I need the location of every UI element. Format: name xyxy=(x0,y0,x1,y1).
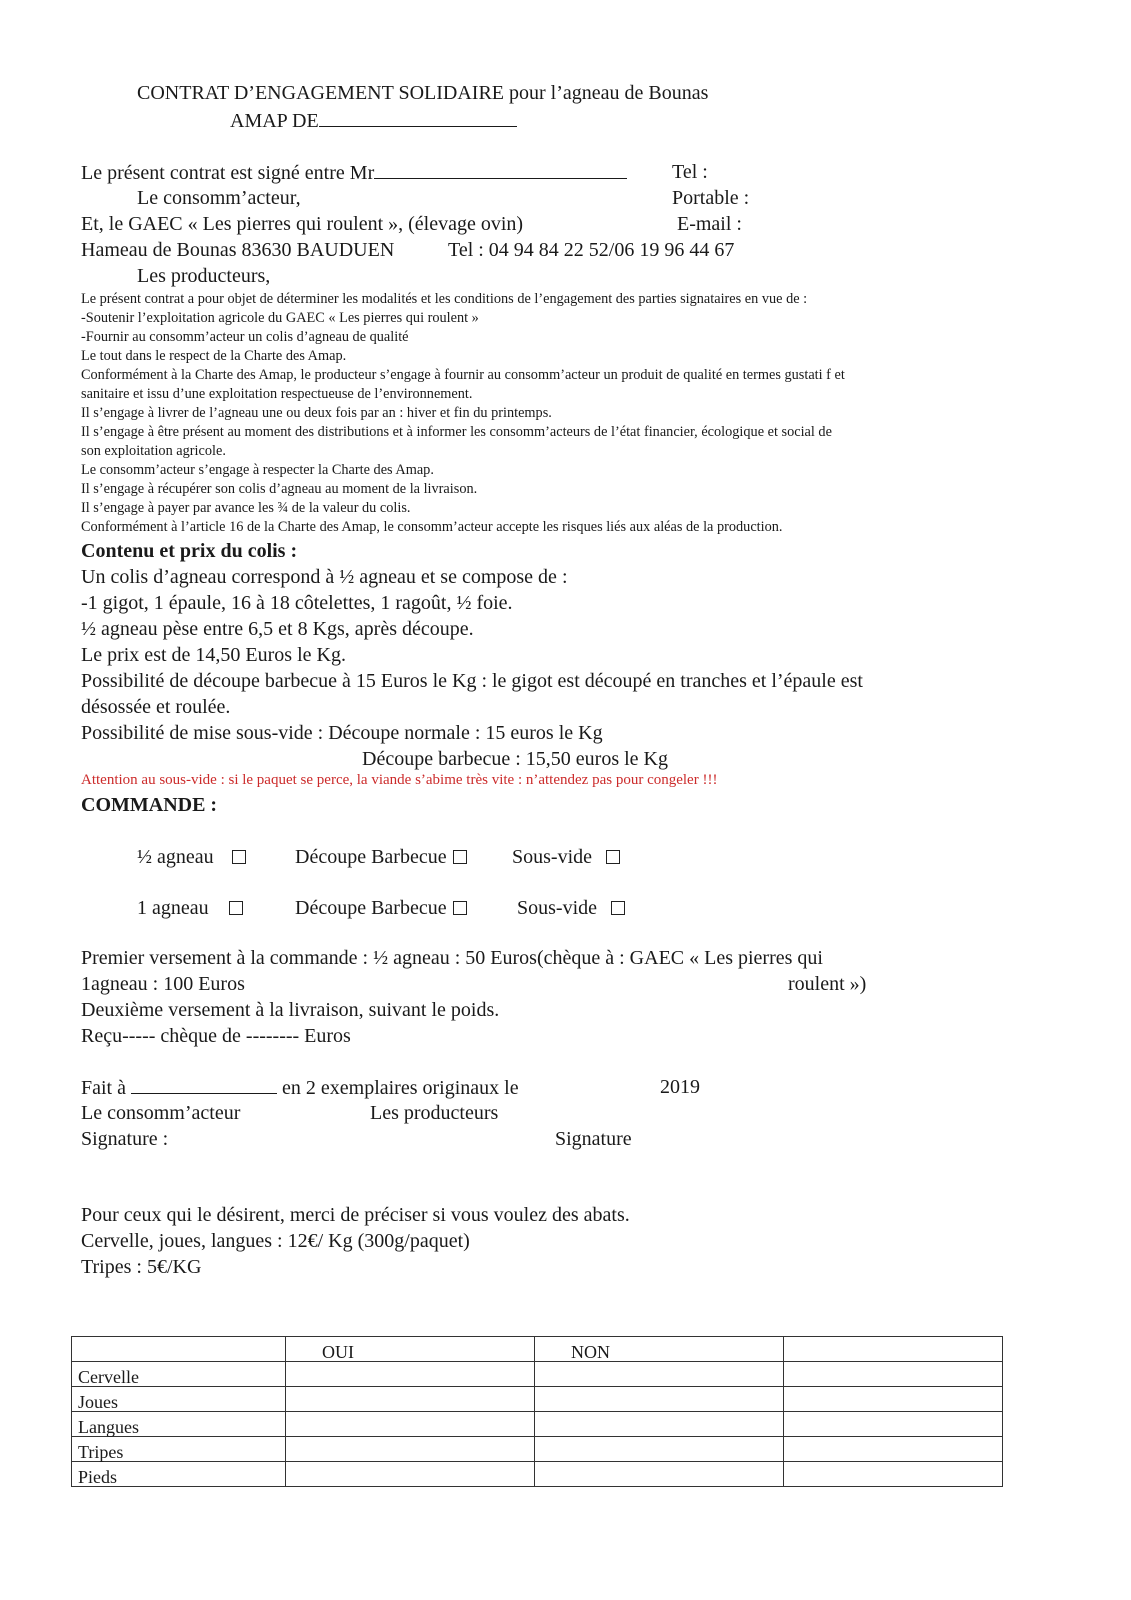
terms-line: Il s’engage à récupérer son colis d’agneau au moment de la livraison. xyxy=(81,481,478,497)
half-sousvide-option[interactable] xyxy=(512,847,620,867)
terms-line: Il s’engage à payer par avance les ¾ de la valeur du colis. xyxy=(81,500,411,516)
row-label: Langues xyxy=(72,1412,286,1437)
table-row xyxy=(72,1412,1003,1437)
extra-cell[interactable] xyxy=(784,1362,1003,1387)
non-cell[interactable] xyxy=(535,1387,784,1412)
amap-blank[interactable] xyxy=(319,110,517,127)
mr-blank[interactable] xyxy=(374,162,627,179)
extra-cell[interactable] xyxy=(784,1462,1003,1487)
address-line: Hameau de Bounas 83630 BAUDUEN xyxy=(81,239,395,261)
half-sousvide-label: Sous-vide xyxy=(512,846,592,868)
row-label: Joues xyxy=(72,1387,286,1412)
contract-title: CONTRAT D’ENGAGEMENT SOLIDAIRE pour l’agneau de Bounas xyxy=(137,82,709,104)
sig-consommacteur-label: Le consomm’acteur xyxy=(81,1102,241,1124)
abats-price-line: Cervelle, joues, langues : 12€/ Kg (300g/paquet) xyxy=(81,1230,470,1252)
amap-label: AMAP DE xyxy=(230,110,319,132)
phones-line: Tel : 04 94 84 22 52/06 19 96 44 67 xyxy=(448,239,735,261)
oui-cell[interactable] xyxy=(286,1462,535,1487)
terms-line: son exploitation agricole. xyxy=(81,443,226,459)
extra-cell[interactable] xyxy=(784,1387,1003,1412)
row-label: Pieds xyxy=(72,1462,286,1487)
oui-cell[interactable] xyxy=(286,1412,535,1437)
email-label: E-mail : xyxy=(677,213,742,235)
header-oui: OUI xyxy=(286,1337,535,1362)
terms-line: Le présent contrat a pour objet de déterminer les modalités et les conditions de l’engagement des parties signataires en vue de : xyxy=(81,291,808,307)
gaec-line: Et, le GAEC « Les pierres qui roulent », (élevage ovin) xyxy=(81,213,524,235)
half-bbq-label: Découpe Barbecue xyxy=(295,846,447,868)
half-lamb-option[interactable] xyxy=(137,847,246,867)
extra-cell[interactable] xyxy=(784,1437,1003,1462)
sous-vide-warning: Attention au sous-vide : si le paquet se perce, la viande s’abime très vite : n’attendez pas pour congeler !!! xyxy=(81,772,718,788)
oui-cell[interactable] xyxy=(286,1362,535,1387)
whole-sousvide-label: Sous-vide xyxy=(517,897,597,919)
signature-consommacteur: Signature : xyxy=(81,1128,169,1150)
fait-a-line xyxy=(81,1077,519,1098)
abats-table xyxy=(71,1336,1003,1487)
terms-line: sanitaire et issu d’une exploitation respectueuse de l’environnement. xyxy=(81,386,473,402)
extra-cell[interactable] xyxy=(784,1412,1003,1437)
contenu-line: Le prix est de 14,50 Euros le Kg. xyxy=(81,644,346,666)
terms-line: Il s’engage à livrer de l’agneau une ou deux fois par an : hiver et fin du printemps. xyxy=(81,405,552,421)
roulent-continuation: roulent ») xyxy=(788,973,867,995)
fait-label: Fait à xyxy=(81,1077,126,1099)
contenu-line: -1 gigot, 1 épaule, 16 à 18 côtelettes, 1 ragoût, ½ foie. xyxy=(81,592,513,614)
whole-sousvide-checkbox[interactable] xyxy=(611,901,625,915)
header-cell xyxy=(72,1337,286,1362)
table-row xyxy=(72,1362,1003,1387)
whole-bbq-option[interactable] xyxy=(295,898,467,918)
un-agneau-price: 1agneau : 100 Euros xyxy=(81,973,245,995)
half-bbq-option[interactable] xyxy=(295,847,467,867)
terms-line: Il s’engage à être présent au moment des distributions et à informer les consomm’acteurs de l’état financier, écologique et social de xyxy=(81,424,832,440)
table-header-row xyxy=(72,1337,1003,1362)
oui-cell[interactable] xyxy=(286,1387,535,1412)
deuxieme-versement: Deuxième versement à la livraison, suivant le poids. xyxy=(81,999,500,1021)
terms-line: Le consomm’acteur s’engage à respecter la Charte des Amap. xyxy=(81,462,434,478)
fait-a-blank[interactable] xyxy=(131,1077,277,1094)
half-lamb-checkbox[interactable] xyxy=(232,850,246,864)
signature-producteurs: Signature xyxy=(555,1128,632,1150)
whole-lamb-checkbox[interactable] xyxy=(229,901,243,915)
non-cell[interactable] xyxy=(535,1412,784,1437)
half-bbq-checkbox[interactable] xyxy=(453,850,467,864)
contenu-line: Un colis d’agneau correspond à ½ agneau et se compose de : xyxy=(81,566,568,588)
whole-bbq-label: Découpe Barbecue xyxy=(295,897,447,919)
contenu-line: désossée et roulée. xyxy=(81,696,231,718)
portable-label: Portable : xyxy=(672,187,750,209)
contenu-line: Découpe barbecue : 15,50 euros le Kg xyxy=(362,748,668,770)
non-cell[interactable] xyxy=(535,1362,784,1387)
row-label: Cervelle xyxy=(72,1362,286,1387)
amap-line xyxy=(230,110,517,131)
exemplaires-label: en 2 exemplaires originaux le xyxy=(282,1077,519,1099)
contenu-line: Possibilité de mise sous-vide : Découpe normale : 15 euros le Kg xyxy=(81,722,603,744)
non-cell[interactable] xyxy=(535,1462,784,1487)
half-lamb-label: ½ agneau xyxy=(137,846,214,868)
header-cell xyxy=(784,1337,1003,1362)
whole-lamb-option[interactable] xyxy=(137,898,243,918)
table-row xyxy=(72,1437,1003,1462)
whole-sousvide-option[interactable] xyxy=(517,898,625,918)
oui-cell[interactable] xyxy=(286,1437,535,1462)
terms-line: Conformément à la Charte des Amap, le producteur s’engage à fournir au consomm’acteur un produit de qualité en termes gustati f et xyxy=(81,367,845,383)
producteurs-label: Les producteurs, xyxy=(137,265,271,287)
half-sousvide-checkbox[interactable] xyxy=(606,850,620,864)
whole-lamb-label: 1 agneau xyxy=(137,897,209,919)
contenu-heading: Contenu et prix du colis : xyxy=(81,540,298,562)
abats-intro: Pour ceux qui le désirent, merci de préciser si vous voulez des abats. xyxy=(81,1204,630,1226)
contenu-line: ½ agneau pèse entre 6,5 et 8 Kgs, après découpe. xyxy=(81,618,474,640)
contract-parties-line xyxy=(81,162,627,183)
tel-label: Tel : xyxy=(672,161,708,183)
terms-line: -Fournir au consomm’acteur un colis d’agneau de qualité xyxy=(81,329,409,345)
row-label: Tripes xyxy=(72,1437,286,1462)
sig-producteurs-label: Les producteurs xyxy=(370,1102,499,1124)
parties-label: Le présent contrat est signé entre Mr xyxy=(81,162,375,184)
signature-year: 2019 xyxy=(660,1076,700,1098)
table-row xyxy=(72,1387,1003,1412)
terms-line: Conformément à l’article 16 de la Charte des Amap, le consomm’acteur accepte les risques liés aux aléas de la production. xyxy=(81,519,783,535)
tripes-price-line: Tripes : 5€/KG xyxy=(81,1256,202,1278)
terms-line: Le tout dans le respect de la Charte des Amap. xyxy=(81,348,347,364)
header-non: NON xyxy=(535,1337,784,1362)
non-cell[interactable] xyxy=(535,1437,784,1462)
commande-heading: COMMANDE : xyxy=(81,794,218,816)
premier-versement: Premier versement à la commande : ½ agneau : 50 Euros(chèque à : GAEC « Les pierres qui xyxy=(81,947,823,969)
contenu-line: Possibilité de découpe barbecue à 15 Euros le Kg : le gigot est découpé en tranches et l’épaule est xyxy=(81,670,863,692)
consommacteur-label: Le consomm’acteur, xyxy=(137,187,301,209)
terms-line: -Soutenir l’exploitation agricole du GAEC « Les pierres qui roulent » xyxy=(81,310,479,326)
recu-cheque: Reçu----- chèque de -------- Euros xyxy=(81,1025,351,1047)
table-row xyxy=(72,1462,1003,1487)
whole-bbq-checkbox[interactable] xyxy=(453,901,467,915)
